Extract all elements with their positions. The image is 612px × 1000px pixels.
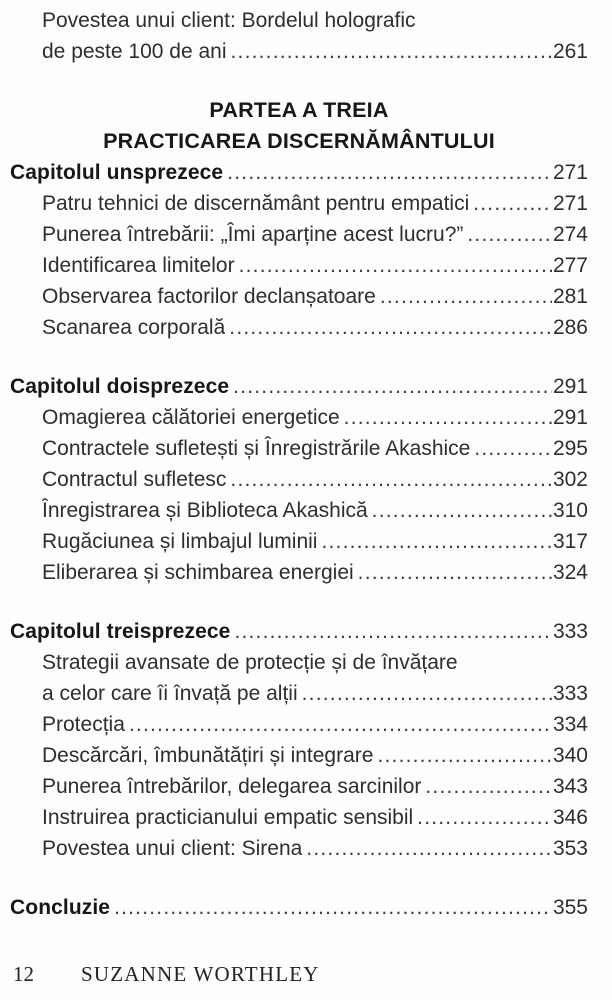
toc-entry-label: Patru tehnici de discernământ pentru empatici [42, 192, 470, 215]
toc-page-number: 277 [552, 254, 588, 277]
toc-entry [10, 250, 588, 281]
toc-entry [10, 833, 588, 864]
dot-leader [227, 157, 552, 188]
toc-entry-label: Capitolul treisprezece [10, 620, 231, 643]
dot-leader [467, 219, 552, 250]
toc-entry-label: Protecția [42, 713, 125, 736]
dot-leader [229, 312, 552, 343]
toc-entry-label: Instruirea practicianului empatic sensibil [42, 806, 414, 829]
toc-entry-label: Punerea întrebării: „Îmi aparține acest lucru?” [42, 223, 464, 246]
dot-leader [377, 740, 551, 771]
part-heading-line-2: PRACTICAREA DISCERNĂMÂNTULUI [103, 129, 495, 153]
toc-entry-conclusion [10, 892, 588, 923]
toc-page-number: 281 [552, 285, 588, 308]
toc-page-number: 274 [552, 223, 588, 246]
dot-leader [302, 678, 552, 709]
toc-entry [10, 433, 588, 464]
toc-entry-continued [10, 36, 588, 67]
toc-entry [10, 709, 588, 740]
toc-entry [10, 740, 588, 771]
toc-page-number: 340 [552, 744, 588, 767]
toc-entry-label: Omagierea călătoriei energetice [42, 406, 340, 429]
toc-page-number: 271 [552, 192, 588, 215]
dot-leader [474, 433, 552, 464]
toc-entry [10, 402, 588, 433]
toc-entry-label: Observarea factorilor declanșatoare [42, 285, 376, 308]
toc-page-number: 333 [552, 620, 588, 643]
toc-entry-label: Povestea unui client: Bordelul holografic [42, 9, 416, 32]
toc-page-number: 295 [552, 437, 588, 460]
toc-page-number: 291 [552, 406, 588, 429]
toc-entry [10, 495, 588, 526]
toc-entry [10, 678, 588, 709]
toc-entry [10, 312, 588, 343]
toc-entry [10, 526, 588, 557]
dot-leader [425, 771, 552, 802]
toc-entry-label: Strategii avansate de protecție și de învățare [42, 651, 458, 674]
dot-leader [230, 464, 552, 495]
toc-entry-label: de peste 100 de ani [42, 40, 227, 63]
running-footer-author: SUZANNE WORTHLEY [81, 962, 320, 986]
toc-page-number: 261 [552, 40, 588, 63]
toc-entry [10, 647, 588, 678]
toc-entry [10, 771, 588, 802]
dot-leader [473, 188, 552, 219]
dot-leader [358, 557, 552, 588]
toc-entry-label: Contractul sufletesc [42, 468, 227, 491]
toc-page-number: 333 [552, 682, 588, 705]
toc-entry-label: a celor care îi învață pe alții [42, 682, 298, 705]
toc-section [10, 371, 588, 588]
dot-leader [114, 892, 552, 923]
toc-entry-label: Contractele sufletești și Înregistrările Akashice [42, 437, 471, 460]
toc-entry [10, 281, 588, 312]
part-heading-line-1: PARTEA A TREIA [209, 98, 389, 122]
dot-leader [233, 371, 552, 402]
toc-chapter-entry [10, 616, 588, 647]
toc-page-number: 317 [552, 530, 588, 553]
table-of-contents [10, 5, 588, 923]
toc-entry-label: Concluzie [10, 896, 111, 919]
toc-entry [10, 557, 588, 588]
toc-page-number: 271 [552, 161, 588, 184]
toc-entry-label: Capitolul doisprezece [10, 375, 230, 398]
toc-entry [10, 802, 588, 833]
toc-page-number: 302 [552, 468, 588, 491]
toc-section [10, 616, 588, 864]
toc-entry-label: Capitolul unsprezece [10, 161, 224, 184]
part-heading [10, 95, 588, 157]
toc-page-number: 324 [552, 561, 588, 584]
dot-leader [321, 526, 551, 557]
toc-sections [10, 157, 588, 864]
dot-leader [372, 495, 552, 526]
toc-entry-label: Descărcări, îmbunătățiri și integrare [42, 744, 374, 767]
page-footer [0, 962, 612, 987]
dot-leader [417, 802, 552, 833]
toc-entry-label: Înregistrarea și Biblioteca Akashică [42, 499, 368, 522]
toc-entry [10, 219, 588, 250]
toc-entry [10, 464, 588, 495]
toc-entry-continued [10, 5, 588, 36]
toc-page-number: 355 [552, 896, 588, 919]
toc-page-number: 353 [552, 837, 588, 860]
toc-page-number: 286 [552, 316, 588, 339]
dot-leader [306, 833, 552, 864]
toc-page-number: 310 [552, 499, 588, 522]
toc-entry-label: Punerea întrebărilor, delegarea sarcinilor [42, 775, 422, 798]
dot-leader [239, 250, 552, 281]
toc-page-number: 334 [552, 713, 588, 736]
toc-entry-label: Eliberarea și schimbarea energiei [42, 561, 354, 584]
toc-entry-label: Rugăciunea și limbajul luminii [42, 530, 318, 553]
dot-leader [234, 616, 552, 647]
dot-leader [344, 402, 552, 433]
toc-chapter-entry [10, 157, 588, 188]
toc-section [10, 157, 588, 343]
toc-chapter-entry [10, 371, 588, 402]
dot-leader [380, 281, 552, 312]
toc-entry [10, 188, 588, 219]
toc-entry-label: Povestea unui client: Sirena [42, 837, 303, 860]
toc-page-number: 343 [552, 775, 588, 798]
dot-leader [129, 709, 552, 740]
toc-page-number: 291 [552, 375, 588, 398]
folio-page-number: 12 [13, 962, 34, 986]
dot-leader [231, 36, 552, 67]
toc-page-number: 346 [552, 806, 588, 829]
toc-entry-label: Identificarea limitelor [42, 254, 235, 277]
toc-entry-label: Scanarea corporală [42, 316, 226, 339]
